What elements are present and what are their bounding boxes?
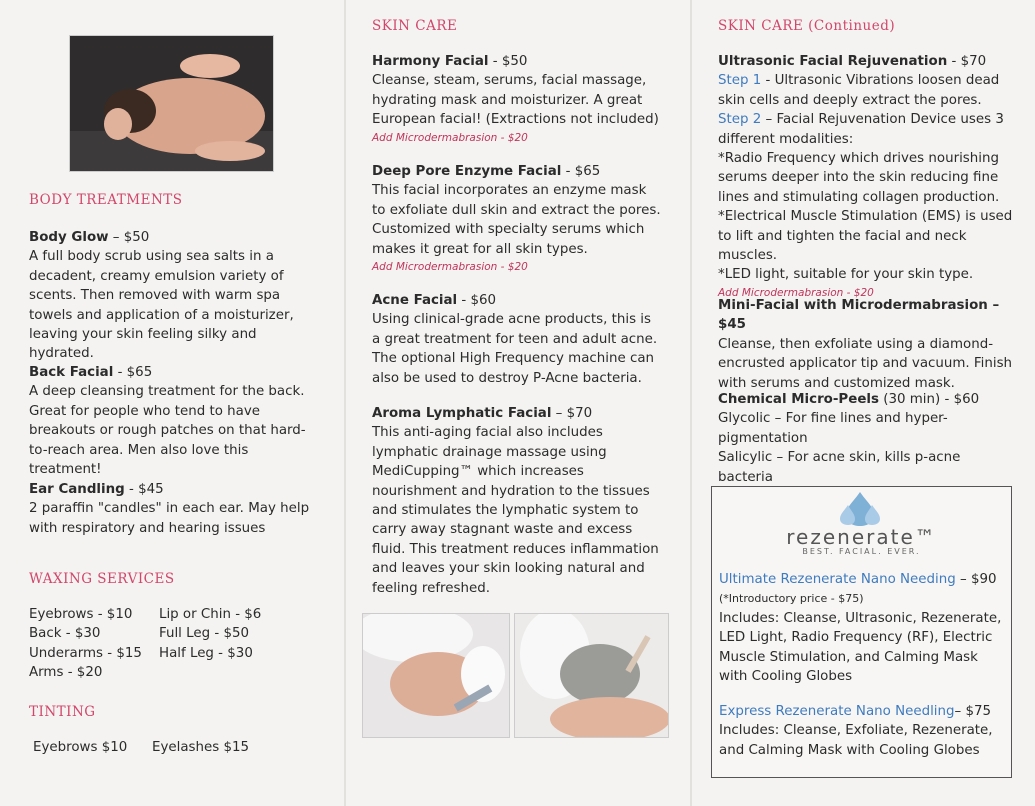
- ear-candling-title: Ear Candling: [29, 482, 125, 497]
- waxing-heading: WAXING SERVICES: [29, 571, 175, 587]
- modality-bullet: *Radio Frequency which drives nourishing serums deeper into the skin reducing fine lines and stimulating collagen production.: [718, 151, 1000, 205]
- modality-bullet: *Electrical Muscle Stimulation (EMS) is used to lift and tighten the facial and neck muscles.: [718, 209, 1013, 264]
- back-facial-price: - $65: [113, 365, 153, 380]
- mini-facial-desc: Cleanse, then exfoliate using a diamond-encrusted applicator tip and vacuum. Finish with serums and customized mask.: [718, 336, 1013, 391]
- waxing-price: Eyebrows - $10: [29, 607, 133, 622]
- harmony-facial-item: [372, 52, 662, 146]
- ear-candling-desc: 2 paraffin "candles" in each ear. May help with respiratory and hearing issues: [29, 501, 310, 536]
- rezenerate-box: [711, 486, 1012, 778]
- nano-intro: (*Introductory price - $75): [719, 592, 864, 606]
- tinting-eyebrows: Eyebrows $10: [33, 740, 128, 755]
- deep-pore-item: [372, 162, 662, 275]
- micro-peels-qualifier: (30 min) - $60: [878, 392, 980, 407]
- nano-price: – $90: [955, 572, 997, 587]
- harmony-addon: Add Microdermabrasion - $20: [372, 131, 528, 144]
- harmony-title: Harmony Facial: [372, 54, 489, 69]
- mini-facial-item: [718, 296, 1018, 393]
- ultrasonic-step2: [718, 110, 1018, 149]
- waxing-price: Underarms - $15: [29, 645, 142, 661]
- modality-bullet: *LED light, suitable for your skin type.: [718, 267, 974, 283]
- harmony-price: - $50: [488, 54, 528, 69]
- waxing-price: Back - $30: [29, 626, 101, 642]
- ultrasonic-price: - $70: [947, 54, 987, 69]
- aroma-lymphatic-item: [372, 404, 662, 598]
- micro-peels-title: Chemical Micro-Peels: [718, 392, 879, 407]
- ultrasonic-title: Ultrasonic Facial Rejuvenation: [718, 54, 948, 69]
- waxing-price-list: [29, 605, 289, 683]
- mini-facial-title: Mini-Facial with Microdermabrasion: [718, 298, 988, 313]
- step2-text: – Facial Rejuvenation Device uses 3 different modalities:: [718, 112, 1004, 147]
- aroma-desc: This anti-aging facial also includes lymphatic drainage massage using MediCupping™ which increases nourishment and hydration to the tissues and stimulates the lymphatic system to carry away stagnant waste and excess fluid. This treatment reduces inflammation and leaves your skin looking natural and feeling refreshed.: [372, 425, 659, 596]
- rezenerate-tagline: BEST. FACIAL. EVER.: [802, 547, 921, 556]
- ultrasonic-step1: [718, 71, 1018, 110]
- waxing-price: Half Leg - $30: [159, 645, 253, 661]
- glycolic-line: Glycolic – For fine lines and hyper-pigmentation: [718, 411, 948, 446]
- deep-pore-desc: This facial incorporates an enzyme mask to exfoliate dull skin and extract the pores. Customized with specialty serums which makes it great for all skin types.: [372, 183, 661, 257]
- facial-photo-right: [514, 613, 669, 738]
- nano-desc: Includes: Cleanse, Ultrasonic, Rezenerate, LED Light, Radio Frequency (RF), Electric Muscle Stimulation, and Calming Mask with Cooling Globes: [719, 610, 1002, 685]
- micro-peels-item: [718, 390, 1018, 487]
- rezenerate-drop-icon: [838, 491, 882, 527]
- massage-photo: [69, 35, 274, 172]
- aroma-price: – $70: [551, 406, 593, 421]
- step1-text: - Ultrasonic Vibrations loosen dead skin cells and deeply extract the pores.: [718, 73, 1000, 108]
- acne-price: - $60: [457, 293, 497, 308]
- step1-label: Step 1: [718, 73, 762, 89]
- salicylic-line: Salicylic – For acne skin, kills p-acne bacteria: [718, 450, 961, 485]
- column-skin-care-continued: [691, 0, 1035, 806]
- nano-needling-item: [719, 570, 1004, 686]
- express-title: Express Rezenerate Nano Needling: [719, 704, 955, 719]
- body-glow-price: – $50: [108, 230, 150, 245]
- aroma-title: Aroma Lymphatic Facial: [372, 406, 552, 421]
- nano-title: Ultimate Rezenerate Nano Needing: [719, 572, 956, 587]
- acne-facial-item: [372, 291, 662, 388]
- column-skin-care: [345, 0, 691, 806]
- acne-desc: Using clinical-grade acne products, this is a great treatment for teen and adult acne. The optional High Frequency machine can also be used to destroy P-Acne bacteria.: [372, 312, 658, 386]
- ultrasonic-item: [718, 52, 1018, 301]
- waxing-price: Full Leg - $50: [159, 626, 250, 642]
- back-facial-title: Back Facial: [29, 365, 114, 380]
- facial-photo-left: [362, 613, 510, 738]
- deep-pore-title: Deep Pore Enzyme Facial: [372, 164, 562, 179]
- skin-care-heading: SKIN CARE: [372, 18, 458, 34]
- back-facial-item: [29, 363, 321, 479]
- ear-candling-price: - $45: [124, 482, 164, 497]
- body-glow-item: [29, 228, 321, 364]
- express-desc: Includes: Cleanse, Exfoliate, Rezenerate, and Calming Mask with Cooling Globes: [719, 723, 993, 758]
- waxing-price: [159, 663, 289, 682]
- acne-title: Acne Facial: [372, 293, 458, 308]
- ear-candling-item: [29, 480, 321, 538]
- deep-pore-addon: Add Microdermabrasion - $20: [372, 261, 528, 274]
- harmony-desc: Cleanse, steam, serums, facial massage, hydrating mask and moisturizer. A great European facial! (Extractions not included): [372, 73, 659, 128]
- tinting-eyelashes: Eyelashes $15: [152, 740, 250, 755]
- waxing-price: Arms - $20: [29, 665, 103, 681]
- column-body-treatments: [0, 0, 345, 806]
- skin-care-continued-heading: SKIN CARE (Continued): [718, 18, 896, 34]
- body-glow-title: Body Glow: [29, 230, 109, 245]
- ultrasonic-addon: Add Microdermabrasion - $20: [718, 286, 874, 299]
- deep-pore-price: - $65: [561, 164, 601, 179]
- express-price: – $75: [954, 704, 992, 719]
- express-needling-item: [719, 702, 1004, 760]
- step2-label: Step 2: [718, 112, 762, 128]
- body-glow-desc: A full body scrub using sea salts in a decadent, creamy emulsion variety of scents. Then removed with warm spa towels and application of a moisturizer, leaving your skin feeling silky and hydrated.: [29, 249, 294, 362]
- tinting-heading: TINTING: [29, 704, 96, 720]
- back-facial-desc: A deep cleansing treatment for the back. Great for people who tend to have breakouts or rough patches on that hard-to-reach area. Men also love this treatment!: [29, 384, 306, 478]
- rezenerate-logo: rezenerate™: [786, 525, 937, 549]
- mini-facial-price: – $45: [718, 298, 1000, 333]
- body-treatments-heading: BODY TREATMENTS: [29, 192, 183, 208]
- waxing-price: Lip or Chin - $6: [159, 607, 262, 622]
